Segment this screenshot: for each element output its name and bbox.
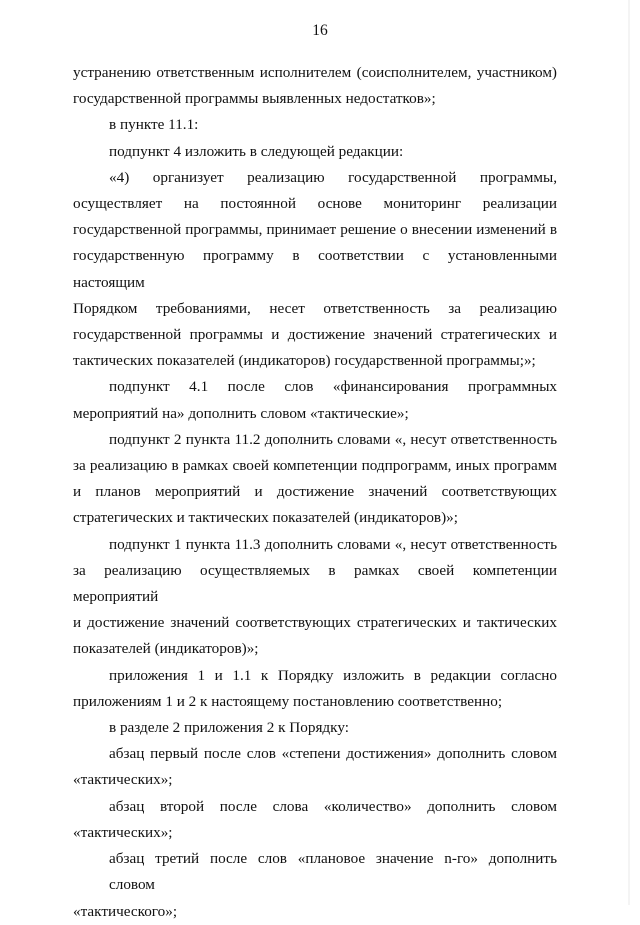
text-line: за реализацию в рамках своей компетенции подпрограмм, иных программ [73,457,557,475]
text-line: абзац второй после слова «количество» дополнить словом [109,797,557,815]
text-line: в разделе 2 приложения 2 к Порядку: [109,719,349,737]
paragraph-subclause-4-intro [73,139,557,165]
paragraph-clause-11-2 [73,427,557,532]
text-line: подпункт 4 изложить в следующей редакции: [109,142,404,160]
text-line: подпункт 1 пункта 11.3 дополнить словами «, несут ответственность [109,535,557,553]
text-line: устранению ответственным исполнителем (соисполнителем, участником) [73,64,557,81]
text-line: «тактических»; [73,771,173,789]
text-line: государственной программы и достижение значений стратегических и [73,326,557,344]
text-line: стратегических и тактических показателей (индикаторов)»; [73,509,458,527]
paragraph-abzac-first [73,741,557,793]
text-line: показателей (индикаторов)»; [73,640,259,658]
text-line: мероприятий на» дополнить словом «тактические»; [73,404,409,422]
text-line: абзац первый после слов «степени достижения» дополнить словом [109,745,557,763]
text-line: государственной программы, принимает решение о внесении изменений в [73,221,557,239]
paragraph-continuation [73,60,557,112]
paragraph-clause-11-3 [73,532,557,663]
paragraph-subclause-4-text [73,165,557,375]
text-line: приложения 1 и 1.1 к Порядку изложить в редакции согласно [109,666,557,684]
text-line: приложениям 1 и 2 к настоящему постановлению соответственно; [73,692,503,710]
text-line: государственной программы выявленных недостатков»; [73,90,436,108]
text-line: «4) организует реализацию государственной программы, [109,168,557,186]
paragraph-abzac-second [73,794,557,846]
text-line: тактических показателей (индикаторов) государственной программы;»; [73,352,536,370]
paragraph-appendices [73,663,557,715]
text-line: «тактического»; [73,902,178,920]
paragraph-section-2 [73,715,557,741]
text-line: и планов мероприятий и достижение значений соответствующих [73,483,557,501]
text-line: подпункт 4.1 после слов «финансирования программных [109,378,557,396]
text-line: государственную программу в соответствии с установленными настоящим [73,247,557,291]
text-line: абзац третий после слов «плановое значение n-го» дополнить словом [109,850,557,894]
paragraph-abzac-third [73,846,557,925]
text-line: и достижение значений соответствующих стратегических и тактических [73,614,557,632]
paragraph-in-clause-11-1 [73,112,557,138]
text-line: Порядком требованиями, несет ответственность за реализацию [73,299,557,317]
text-line: подпункт 2 пункта 11.2 дополнить словами «, несут ответственность [109,430,557,448]
text-line: «тактических»; [73,823,173,841]
text-line: в пункте 11.1: [109,116,199,134]
document-body [73,60,557,925]
text-line: осуществляет на постоянной основе мониторинг реализации [73,195,557,213]
paragraph-subclause-4-1 [73,374,557,426]
scan-edge [628,0,630,905]
page-number: 16 [312,22,328,39]
text-line: за реализацию осуществляемых в рамках своей компетенции мероприятий [73,561,557,606]
